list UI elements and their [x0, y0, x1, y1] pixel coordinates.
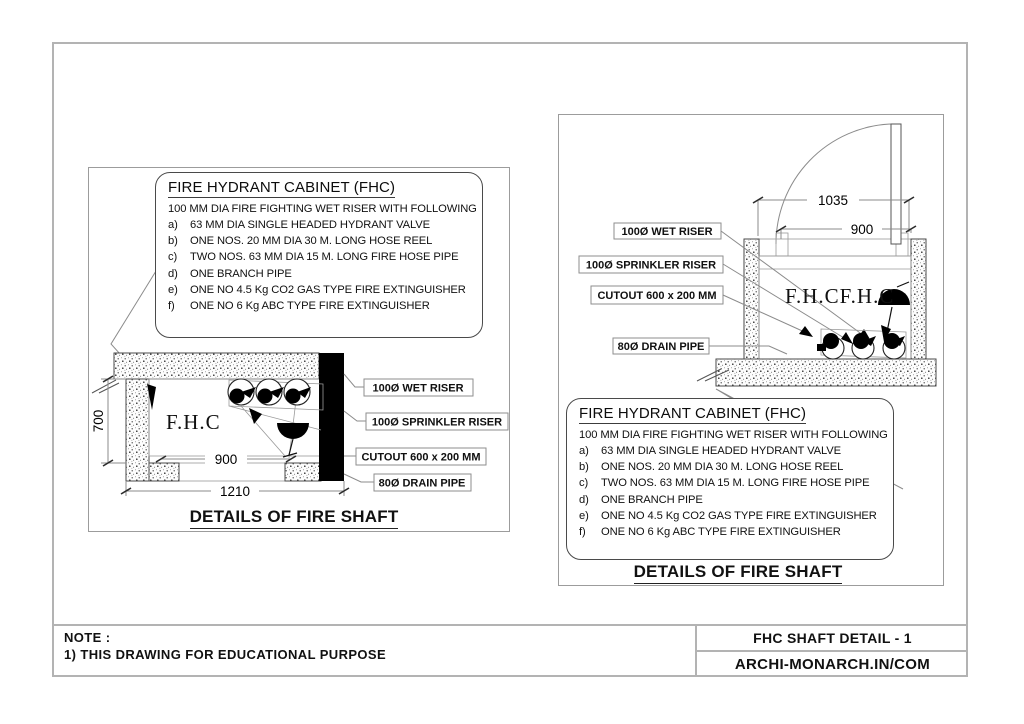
callout-item: [168, 233, 474, 249]
valve-symbol: [286, 389, 301, 404]
item-text: ONE NO 4.5 Kg CO2 GAS TYPE FIRE EXTINGUISHER: [601, 509, 877, 522]
callout-item: [168, 282, 474, 298]
front-wall-right: [285, 463, 321, 481]
label-cutout-text: CUTOUT 600 x 200 MM: [597, 290, 717, 302]
dim-700-text: 700: [91, 409, 106, 433]
label-sprinkler-riser-text: 100Ø SPRINKLER RISER: [585, 259, 717, 272]
arrowhead: [249, 408, 262, 424]
note-block: [64, 629, 386, 663]
dim-900-text: 900: [850, 222, 874, 237]
item-key: a): [579, 445, 589, 457]
item-text: ONE NO 4.5 Kg CO2 GAS TYPE FIRE EXTINGUISHER: [190, 283, 466, 296]
item-text: ONE NO 6 Kg ABC TYPE FIRE EXTINGUISHER: [190, 300, 430, 313]
callout-intro: 100 MM DIA FIRE FIGHTING WET RISER WITH FOLLOWING: [168, 203, 477, 215]
item-text: ONE NO 6 Kg ABC TYPE FIRE EXTINGUISHER: [601, 526, 841, 539]
item-text: 63 MM DIA SINGLE HEADED HYDRANT VALVE: [190, 219, 431, 231]
label-cutout-text: CUTOUT 600 x 200 MM: [361, 451, 481, 464]
title-block-website: ARCHI-MONARCH.IN/COM: [734, 656, 931, 673]
callout-intro: 100 MM DIA FIRE FIGHTING WET RISER WITH FOLLOWING: [579, 429, 888, 441]
item-key: e): [579, 509, 589, 522]
break-mark: [92, 380, 119, 393]
item-key: b): [168, 235, 178, 248]
fhc-callout-box: [155, 172, 483, 338]
label-wet-riser-text: 100Ø WET RISER: [372, 382, 464, 395]
label-wet-riser-text: 100Ø WET RISER: [621, 226, 713, 238]
item-key: b): [579, 461, 589, 474]
front-wall-left: [149, 463, 179, 481]
item-text: 63 MM DIA SINGLE HEADED HYDRANT VALVE: [601, 445, 842, 457]
item-text: ONE NOS. 20 MM DIA 30 M. LONG HOSE REEL: [601, 461, 844, 474]
label-cutout: [356, 448, 486, 465]
room-label: F.H.C: [166, 410, 221, 434]
callout-item: [168, 298, 474, 314]
label-drain-pipe: [613, 338, 709, 354]
right-wall: [911, 239, 926, 359]
right-detail-panel: [558, 114, 944, 586]
item-text: ONE BRANCH PIPE: [601, 493, 703, 506]
top-wall: [114, 353, 319, 379]
item-key: d): [579, 493, 589, 506]
left-wall: [126, 379, 149, 481]
dim-1035-text: 1035: [817, 193, 849, 208]
riser-pipes: [228, 379, 311, 405]
label-wet-riser: [614, 223, 721, 239]
shaft-cutout-solid: [319, 353, 344, 481]
label-drain-pipe: [374, 474, 471, 491]
label-wet-riser: [364, 379, 473, 396]
left-detail-panel: [88, 167, 510, 532]
callout-item: [579, 524, 885, 540]
dim-1210-text: 1210: [219, 484, 251, 499]
label-sprinkler-riser: [366, 413, 508, 430]
callout-title: FIRE HYDRANT CABINET (FHC): [168, 179, 396, 196]
callout-item: [579, 459, 885, 475]
item-text: TWO NOS. 63 MM DIA 15 M. LONG FIRE HOSE PIPE: [601, 477, 870, 490]
label-sprinkler-riser: [579, 256, 723, 273]
item-key: f): [579, 526, 586, 539]
callout-item: [168, 266, 474, 282]
valve-symbol: [230, 389, 245, 404]
callout-item: [579, 475, 885, 491]
callout-item: [579, 492, 885, 508]
note-text: 1) THIS DRAWING FOR EDUCATIONAL PURPOSE: [64, 647, 387, 662]
title-block-title: FHC SHAFT DETAIL - 1: [753, 630, 912, 646]
door-leaf: [891, 124, 901, 244]
callout-item: [579, 443, 885, 459]
label-sprinkler-riser-text: 100Ø SPRINKLER RISER: [371, 416, 503, 429]
item-text: ONE BRANCH PIPE: [190, 267, 292, 280]
riser-pipes: [817, 333, 905, 359]
item-key: f): [168, 300, 175, 313]
item-text: TWO NOS. 63 MM DIA 15 M. LONG FIRE HOSE PIPE: [190, 251, 459, 264]
callout-item: [168, 217, 474, 233]
room-label: F.H.CF.H.C: [785, 284, 895, 308]
dim-900-text: 900: [214, 452, 238, 467]
detail-title: DETAILS OF FIRE SHAFT: [119, 507, 469, 529]
hose-drum-symbol: [277, 423, 309, 439]
item-text: ONE NOS. 20 MM DIA 30 M. LONG HOSE REEL: [190, 235, 433, 248]
bottom-slab: [716, 359, 936, 386]
label-cutout: [591, 286, 723, 304]
callout-item: [579, 508, 885, 524]
arrowhead: [799, 326, 813, 337]
valve-nub: [817, 344, 826, 351]
dim-1210: [121, 481, 349, 499]
item-key: d): [168, 267, 178, 280]
item-key: c): [168, 251, 178, 264]
item-key: a): [168, 219, 178, 231]
callout-item: [168, 249, 474, 265]
fhc-callout-box: [566, 398, 894, 560]
label-drain-pipe-text: 80Ø DRAIN PIPE: [617, 341, 705, 353]
door-jamb-left: [776, 233, 788, 256]
note-label: NOTE :: [64, 630, 111, 645]
dim-700: [91, 376, 126, 466]
detail-title: DETAILS OF FIRE SHAFT: [568, 562, 908, 584]
item-key: e): [168, 283, 178, 296]
label-drain-pipe-text: 80Ø DRAIN PIPE: [378, 477, 466, 490]
item-key: c): [579, 477, 589, 490]
valve-symbol: [258, 389, 273, 404]
callout-title: FIRE HYDRANT CABINET (FHC): [579, 405, 807, 422]
